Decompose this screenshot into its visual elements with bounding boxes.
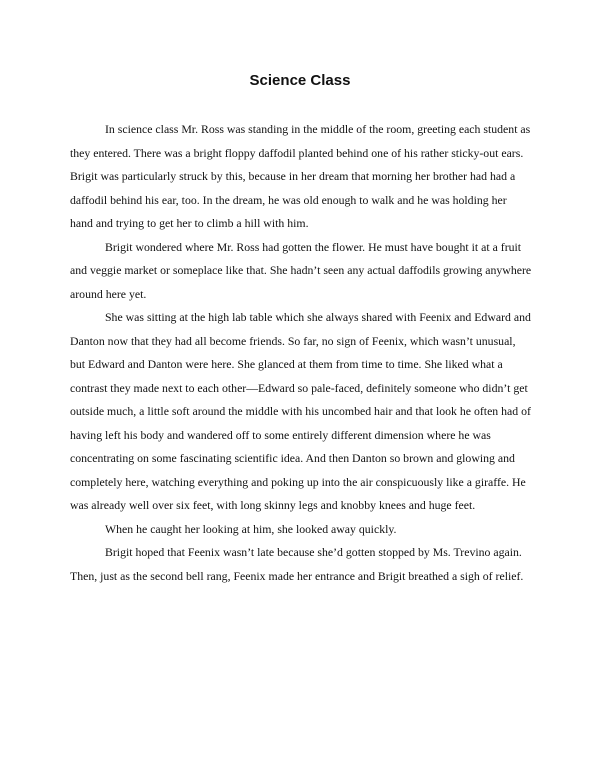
- paragraph: Brigit wondered where Mr. Ross had gotten the flower. He must have bought it at a fruit and veggie market or someplace like that. She hadn’t seen any actual daffodils growing anywhere around here yet.: [70, 239, 532, 301]
- paragraph: Brigit hoped that Feenix wasn’t late because she’d gotten stopped by Ms. Trevino again. Then, just as the second bell rang, Feenix made her entrance and Brigit breathed a sigh of relief.: [70, 545, 524, 583]
- paragraph: In science class Mr. Ross was standing in the middle of the room, greeting each student as they entered. There was a bright floppy daffodil planted behind one of his rather sticky-out ears. Brigit was particularly struck by this, because in her dream that morning her brother had had a daffodil behind his ear, too. In the dream, he was old enough to walk and he was holding her hand and trying to get her to climb a hill with him.: [70, 122, 531, 230]
- paragraph: When he caught her looking at him, she looked away quickly.: [105, 521, 397, 536]
- document-title: Science Class: [249, 72, 351, 89]
- document-body: [70, 118, 532, 588]
- paragraph: She was sitting at the high lab table which she always shared with Feenix and Edward and Danton now that they had all become friends. So far, no sign of Feenix, which wasn’t unusual, but Edward and Danton were here. She glanced at them from time to time. She liked what a contrast they made next to each other—Edward so pale-faced, definitely someone who didn’t get outside much, a little soft around the middle with his uncombed hair and that look he often had of having left his body and wandered off to some entirely different dimension where he was concentrating on some fascinating scientific idea. And then Danton so brown and glowing and completely here, watching everything and poking up into the air conspicuously like a giraffe. He was already well over six feet, with long skinny legs and knobby knees and huge feet.: [70, 310, 531, 512]
